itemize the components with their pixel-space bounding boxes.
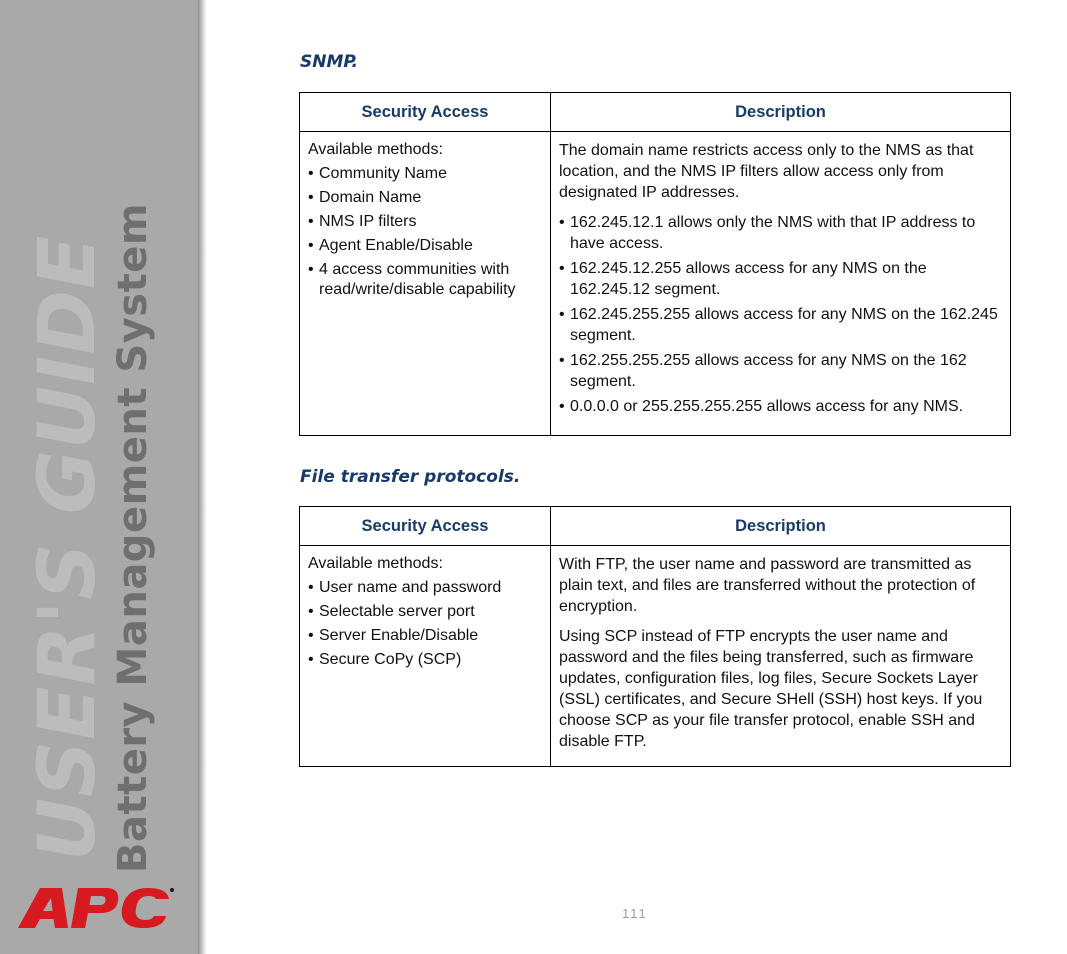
table-row: [300, 132, 1011, 436]
list-item: • Agent Enable/Disable: [308, 236, 542, 256]
security-access-cell: [300, 546, 551, 767]
sidebar-shadow: [198, 0, 207, 954]
col-header-security-access: Security Access: [300, 93, 551, 132]
list-item: • Secure CoPy (SCP): [308, 650, 542, 670]
list-item: • User name and password: [308, 578, 542, 598]
col-header-description: Description: [551, 507, 1011, 546]
description-intro: The domain name restricts access only to the NMS as that location, and the NMS IP filters allow access only from designated IP addresses.: [559, 142, 974, 201]
list-item: • Domain Name: [308, 188, 542, 208]
description-cell: [551, 132, 1011, 436]
description-cell: [551, 546, 1011, 767]
description-paragraph: Using SCP instead of FTP encrypts the user name and password and the files being transferred, such as firmware updates, configuration files, log files, Secure Sockets Layer (SSL) certificates, and Secure SHell (SSH) host keys. If you choose SCP as your file transfer protocol, enable SSH and disable FTP.: [559, 628, 983, 750]
methods-list: [308, 164, 542, 300]
methods-intro: Available methods:: [308, 555, 443, 572]
page-number: 111: [622, 906, 648, 921]
list-item: • 162.245.12.1 allows only the NMS with that IP address to have access.: [559, 212, 1002, 254]
list-item: • 0.0.0.0 or 255.255.255.255 allows access for any NMS.: [559, 396, 1002, 417]
methods-intro: Available methods:: [308, 141, 443, 158]
table-header-row: [300, 507, 1011, 546]
col-header-security-access: Security Access: [300, 507, 551, 546]
description-paragraph: With FTP, the user name and password are transmitted as plain text, and files are transferred without the protection of encryption.: [559, 556, 976, 615]
list-item: • 4 access communities with read/write/disable capability: [308, 260, 542, 300]
apc-logo: [18, 884, 176, 930]
list-item: • Community Name: [308, 164, 542, 184]
snmp-heading: SNMP.: [300, 52, 358, 72]
guide-subtitle: Battery Management System: [110, 202, 156, 874]
file-transfer-heading: File transfer protocols.: [300, 467, 521, 487]
description-list: [559, 212, 1002, 417]
list-item: • Selectable server port: [308, 602, 542, 622]
list-item: • Server Enable/Disable: [308, 626, 542, 646]
list-item: • 162.245.255.255 allows access for any NMS on the 162.245 segment.: [559, 304, 1002, 346]
file-transfer-table: [299, 506, 1011, 767]
table-header-row: [300, 93, 1011, 132]
list-item: • 162.255.255.255 allows access for any NMS on the 162 segment.: [559, 350, 1002, 392]
list-item: • 162.245.12.255 allows access for any NMS on the 162.245.12 segment.: [559, 258, 1002, 300]
methods-list: [308, 578, 542, 670]
table-row: [300, 546, 1011, 767]
col-header-description: Description: [551, 93, 1011, 132]
list-item: • NMS IP filters: [308, 212, 542, 232]
security-access-cell: [300, 132, 551, 436]
guide-title: USER'S GUIDE: [23, 234, 113, 862]
snmp-table: [299, 92, 1011, 436]
